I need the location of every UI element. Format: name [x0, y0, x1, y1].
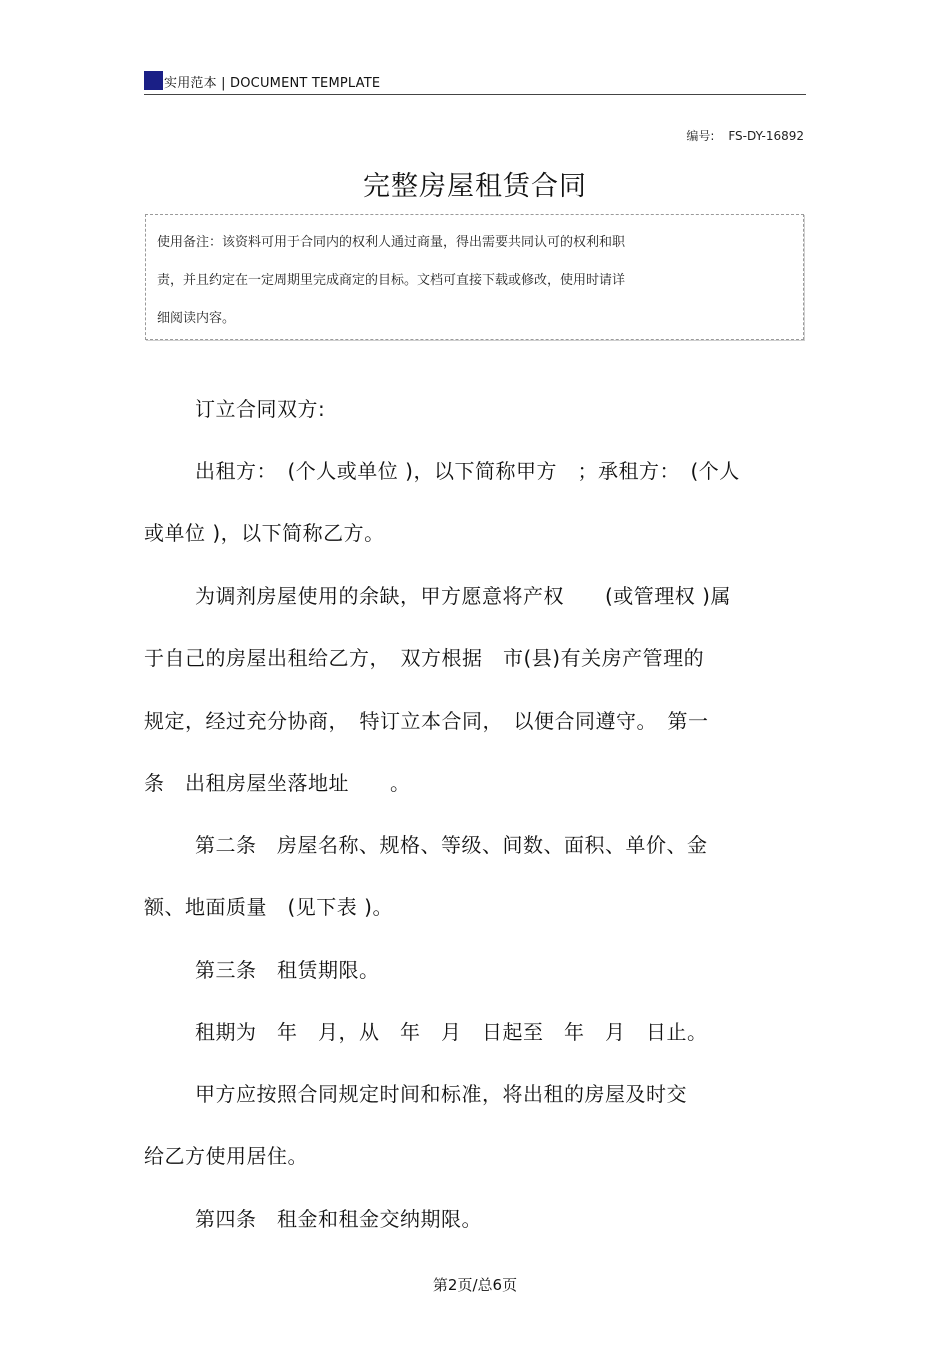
- usage-note-box: [145, 214, 804, 340]
- body-paragraph-line: 租期为 年 月，从 年 月 日起至 年 月 日止。: [195, 1020, 708, 1044]
- body-paragraph-line: 或单位 )，以下简称乙方。: [144, 521, 385, 545]
- body-paragraph-line: 出租方： (个人或单位 )，以下简称甲方 ；承租方： (个人: [195, 459, 740, 483]
- body-paragraph-line: 甲方应按照合同规定时间和标准，将出租的房屋及时交: [195, 1082, 687, 1106]
- document-number-value: FS-DY-16892: [728, 129, 804, 143]
- body-paragraph-line: 给乙方使用居住。: [144, 1144, 308, 1168]
- body-paragraph-line: 第四条 租金和租金交纳期限。: [195, 1207, 482, 1231]
- usage-note-line: 责，并且约定在一定周期里完成商定的目标。文档可直接下载或修改，使用时请详: [157, 273, 626, 288]
- body-paragraph-line: 为调剂房屋使用的余缺，甲方愿意将产权 (或管理权 )属: [195, 584, 731, 608]
- body-paragraph-line: 订立合同双方:: [195, 397, 326, 421]
- page-header: [144, 68, 806, 95]
- page-number: 第2页/总6页: [432, 1276, 518, 1294]
- body-paragraph-line: 第二条 房屋名称、规格、等级、间数、面积、单价、金: [195, 833, 708, 857]
- body-paragraph-line: 第三条 租赁期限。: [195, 958, 380, 982]
- header-text: 实用范本 | DOCUMENT TEMPLATE: [164, 76, 381, 91]
- body-paragraph-line: 规定，经过充分协商， 特订立本合同， 以便合同遵守。 第一: [144, 709, 709, 733]
- document-number: [686, 127, 804, 144]
- body-paragraph-line: 条 出租房屋坐落地址 。: [144, 771, 411, 795]
- body-paragraph-line: 额、地面质量 (见下表 )。: [144, 895, 393, 919]
- body-paragraph-line: 于自己的房屋出租给乙方， 双方根据 市(县)有关房产管理的: [144, 646, 705, 670]
- logo-square-icon: [144, 71, 163, 90]
- usage-note-line: 细阅读内容。: [157, 311, 236, 326]
- document-number-label: 编号:: [686, 129, 715, 143]
- page-title: 完整房屋租赁合同: [363, 171, 587, 202]
- usage-note-line: 使用备注：该资料可用于合同内的权利人通过商量，得出需要共同认可的权利和职: [157, 235, 626, 250]
